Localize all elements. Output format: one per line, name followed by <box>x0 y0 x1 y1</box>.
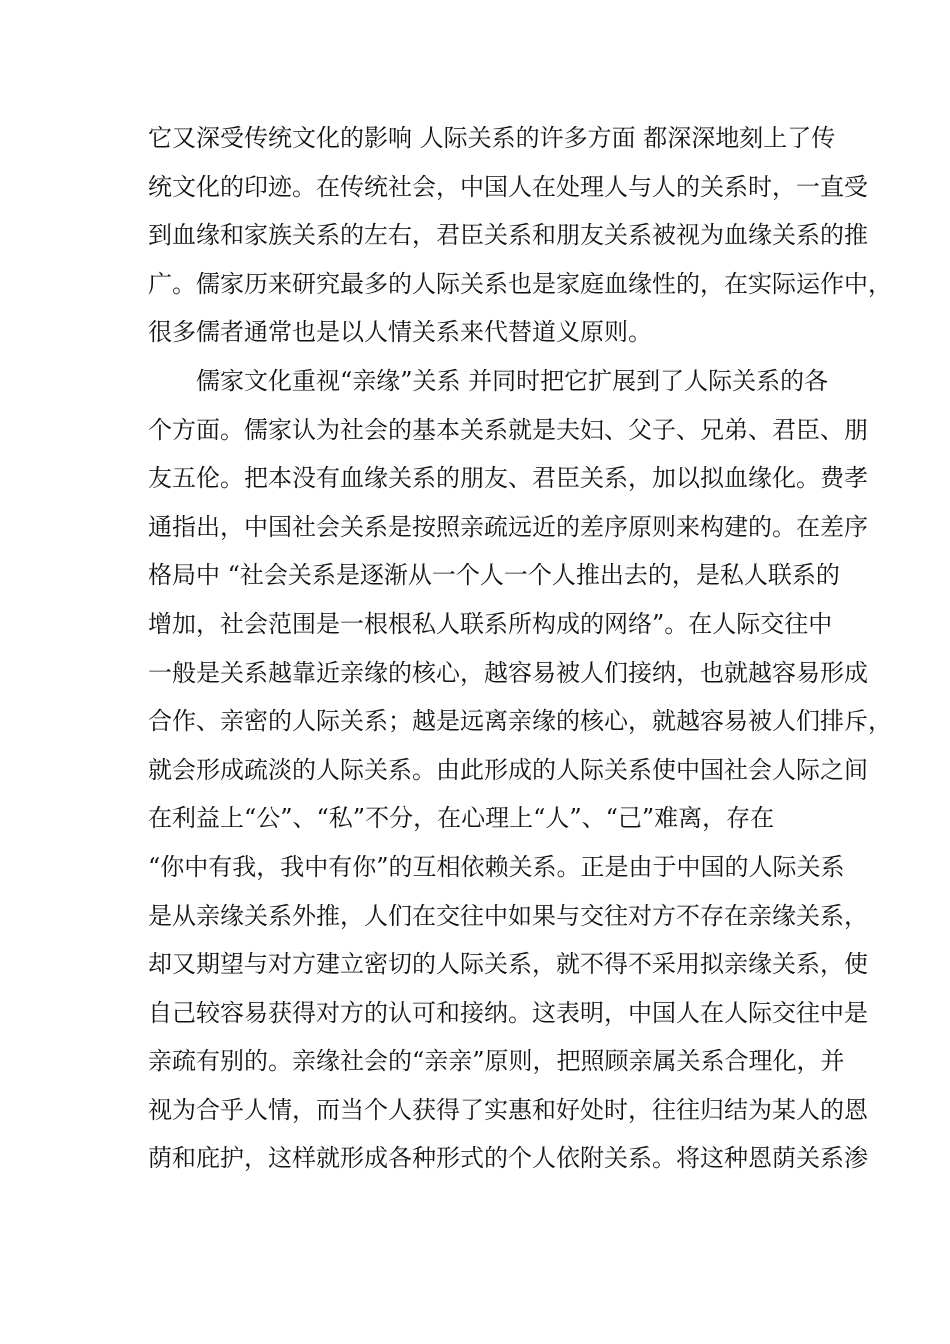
text-line: 却又期望与对方建立密切的人际关系，就不得不采用拟亲缘关系，使 <box>148 950 868 979</box>
text-line: 到血缘和家族关系的左右，君臣关系和朋友关系被视为血缘关系的推 <box>148 221 868 250</box>
text-line: 荫和庇护，这样就形成各种形式的个人依附关系。将这种恩荫关系渗 <box>148 1144 868 1173</box>
text-line: 格局中 “社会关系是逐渐从一个人一个人推出去的，是私人联系的 <box>148 561 840 590</box>
paragraph-1 <box>148 114 892 357</box>
text-line: “你中有我，我中有你”的互相依赖关系。正是由于中国的人际关系 <box>148 852 845 881</box>
text-line: 个方面。儒家认为社会的基本关系就是夫妇、父子、兄弟、君臣、朋 <box>148 415 868 444</box>
text-line: 它又深受传统文化的影响 人际关系的许多方面 都深深地刻上了传 <box>148 124 836 152</box>
text-line: 很多儒者通常也是以人情关系来代替道义原则。 <box>148 318 652 347</box>
text-line: 在利益上“公”、“私”不分，在心理上“人”、“己”难离，存在 <box>148 804 775 833</box>
text-line: 广。儒家历来研究最多的人际关系也是家庭血缘性的，在实际运作中， <box>148 269 892 298</box>
text-line: 视为合乎人情，而当个人获得了实惠和好处时，往往归结为某人的恩 <box>148 1095 868 1124</box>
text-line: 一般是关系越靠近亲缘的核心，越容易被人们接纳，也就越容易形成 <box>148 658 868 687</box>
text-line: 友五伦。把本没有血缘关系的朋友、君臣关系，加以拟血缘化。费孝 <box>148 464 868 493</box>
document-body <box>148 114 892 1183</box>
text-line: 通指出，中国社会关系是按照亲疏远近的差序原则来构建的。在差序 <box>148 512 868 541</box>
text-line: 就会形成疏淡的人际关系。由此形成的人际关系使中国社会人际之间 <box>148 755 868 784</box>
text-line: 是从亲缘关系外推，人们在交往中如果与交往对方不存在亲缘关系， <box>148 901 868 930</box>
paragraph-2 <box>148 357 892 1183</box>
text-line: 统文化的印迹。在传统社会，中国人在处理人与人的关系时，一直受 <box>148 172 868 201</box>
text-line: 儒家文化重视“亲缘”关系 并同时把它扩展到了人际关系的各 <box>196 366 829 395</box>
text-line: 合作、亲密的人际关系；越是远离亲缘的核心，就越容易被人们排斥， <box>148 707 892 736</box>
text-line: 亲疏有别的。亲缘社会的“亲亲”原则，把照顾亲属关系合理化，并 <box>148 1047 845 1076</box>
text-line: 自己较容易获得对方的认可和接纳。这表明，中国人在人际交往中是 <box>148 998 868 1027</box>
text-line: 增加，社会范围是一根根私人联系所构成的网络”。在人际交往中 <box>148 609 833 638</box>
